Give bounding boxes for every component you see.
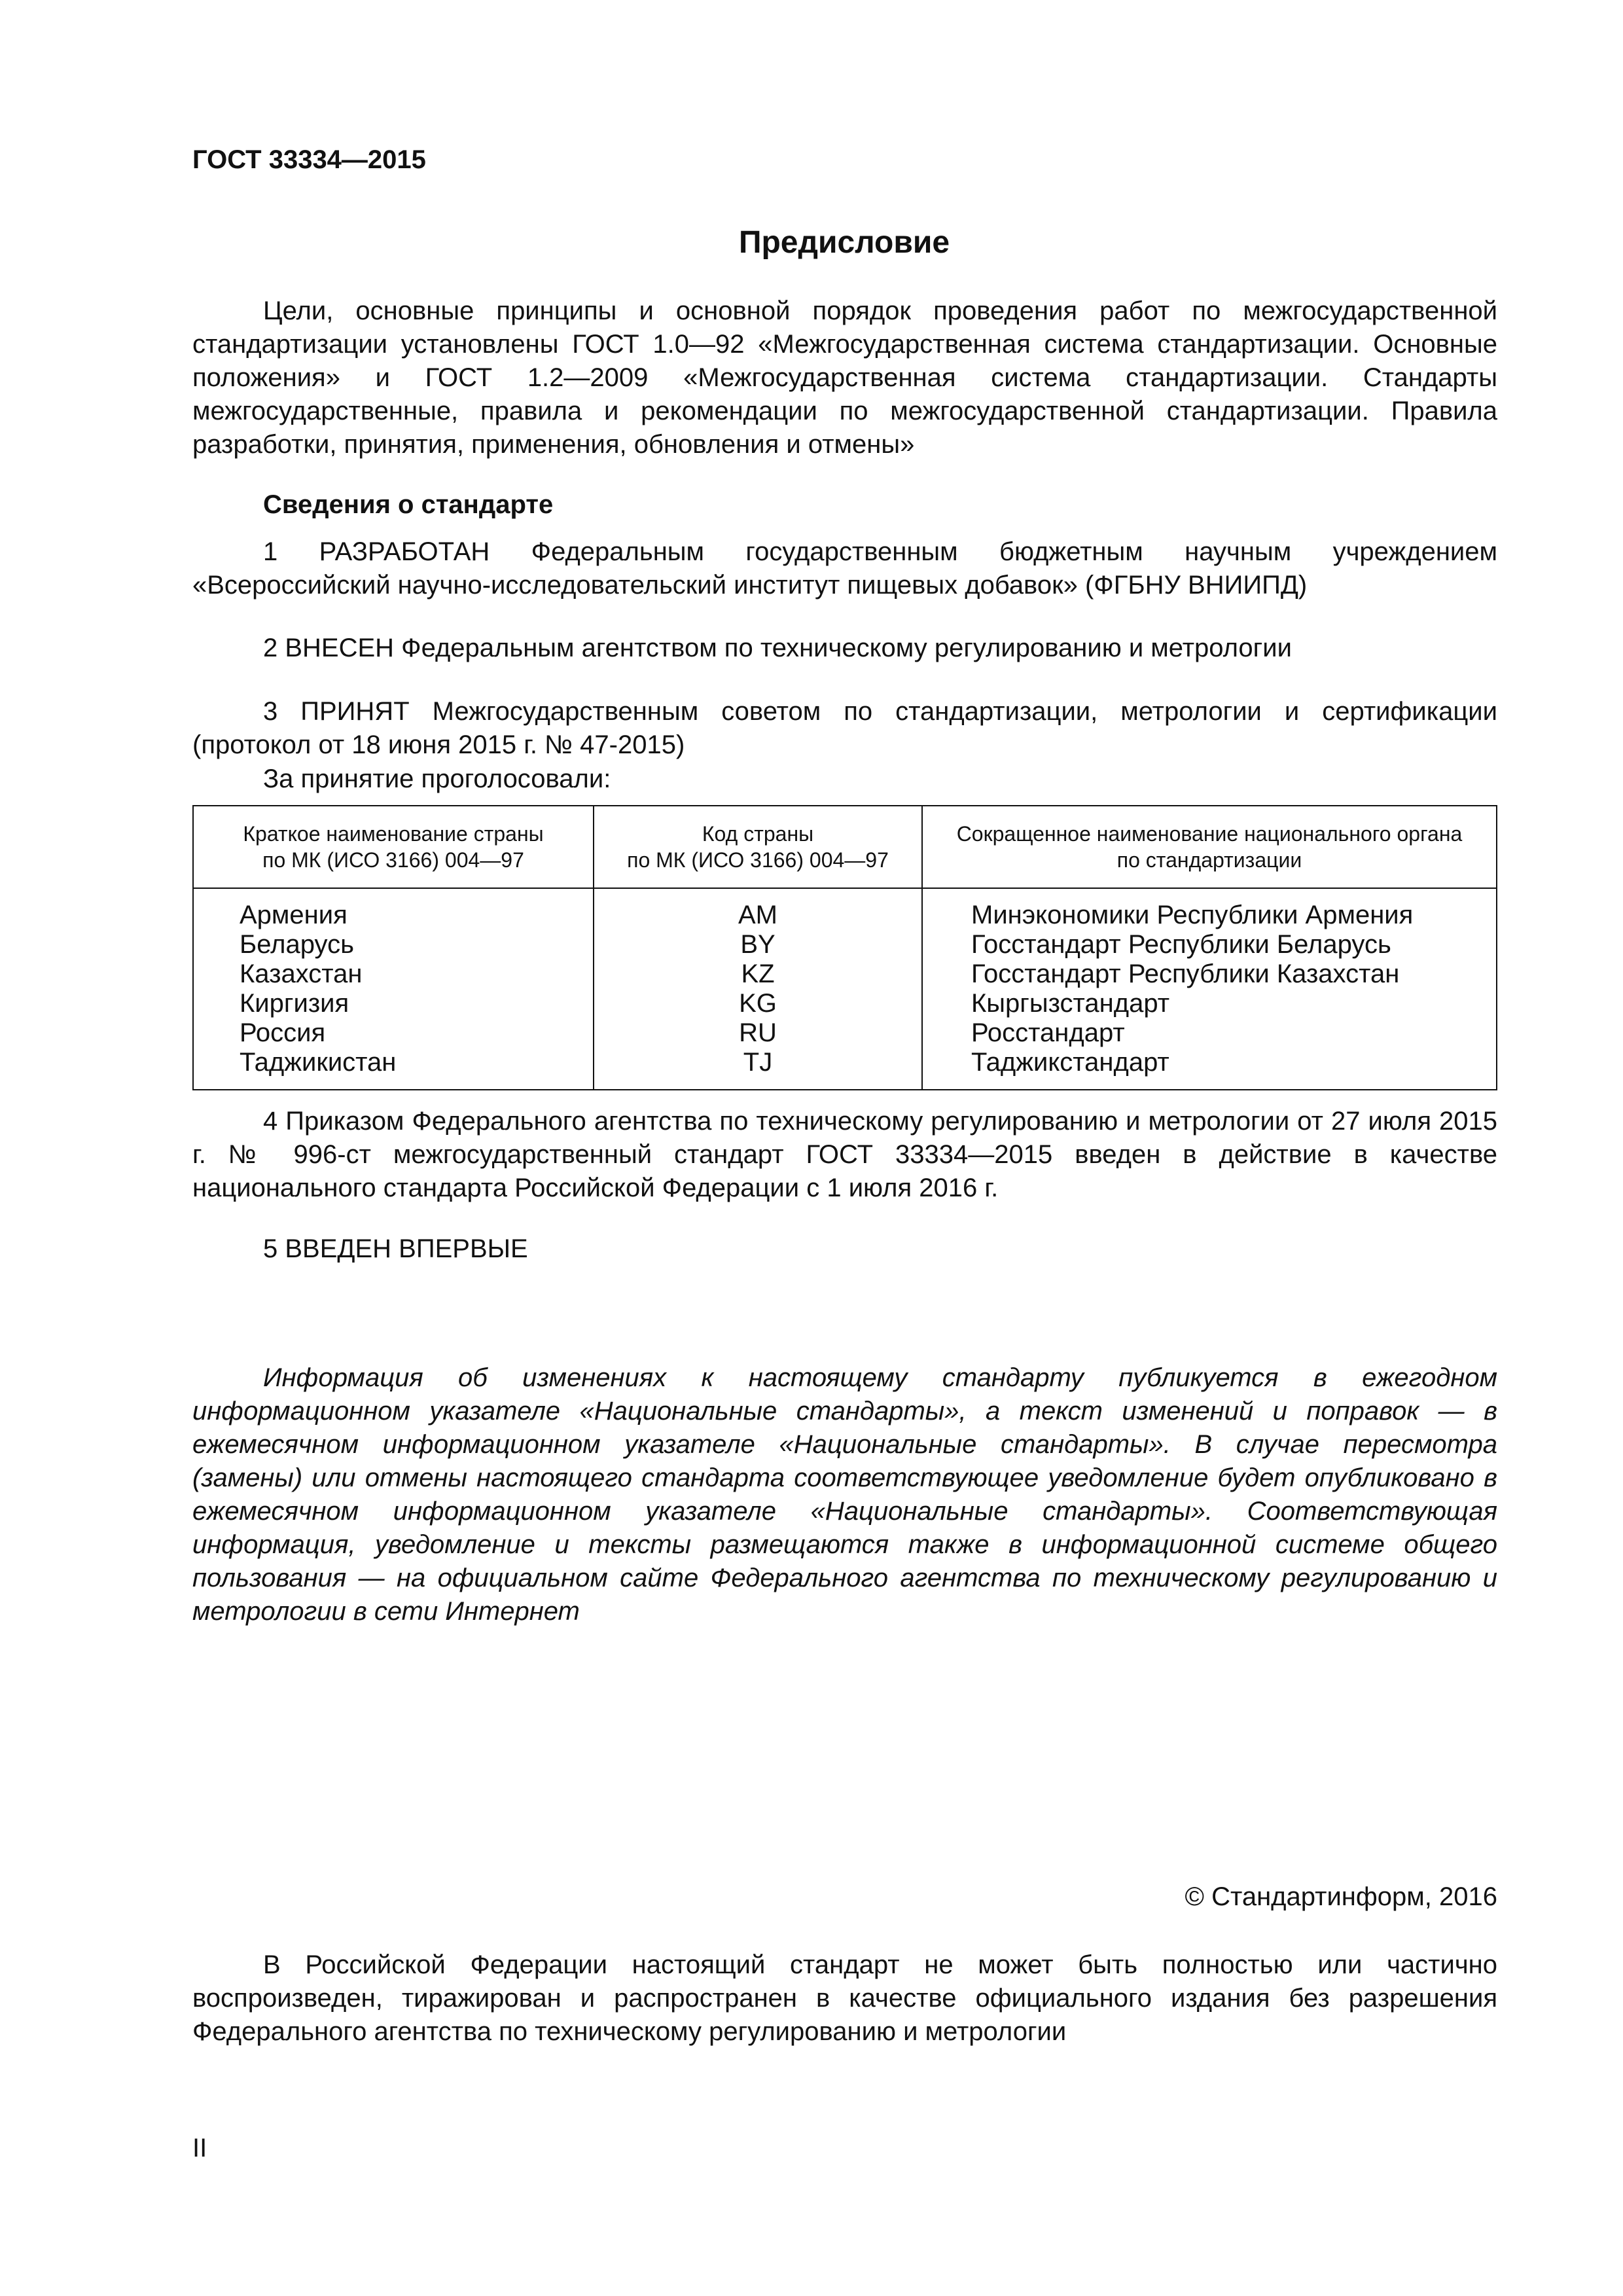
national-body-cell: Минэкономики Республики Армения	[922, 888, 1497, 930]
copyright-line: © Стандартинформ, 2016	[1185, 1882, 1497, 1911]
table-header-row	[193, 806, 1497, 888]
header-line: по МК (ИСО 3166) 004—97	[262, 848, 524, 872]
document-header: ГОСТ 33334—2015	[192, 145, 426, 174]
country-name-cell: Армения	[193, 888, 594, 930]
country-name-cell: Казахстан	[193, 960, 594, 989]
item-1-paragraph: 1 РАЗРАБОТАН Федеральным государственным бюджетным научным учреждением «Всероссийский научно-исследовательский институт пищевых добавок» (ФГБНУ ВНИИПД)	[192, 537, 1497, 600]
national-body-cell: Росстандарт	[922, 1018, 1497, 1048]
country-name-cell: Таджикистан	[193, 1048, 594, 1090]
header-national-body	[922, 806, 1497, 888]
table-row	[193, 1018, 1497, 1048]
country-name-cell: Киргизия	[193, 989, 594, 1018]
reproduction-notice: В Российской Федерации настоящий стандарт не может быть полностью или частично воспроизведен, тиражирован и распространен в качестве официального издания без разрешения Федерального агентства по техническому регулированию и метрологии	[192, 1950, 1497, 2046]
table-row	[193, 888, 1497, 930]
page-title: Предисловие	[738, 225, 950, 260]
voting-table	[192, 805, 1497, 1090]
item-4-paragraph: 4 Приказом Федерального агентства по техническому регулированию и метрологии от 27 июля 2015 г. № 996-ст межгосударственный стандарт ГОСТ 33334—2015 введен в действие в качестве национального стандарта Российской Федерации с 1 июля 2016 г.	[192, 1107, 1497, 1202]
national-body-cell: Кыргызстандарт	[922, 989, 1497, 1018]
changes-notice: Информация об изменениях к настоящему стандарту публикуется в ежегодном информационном указателе «Национальные стандарты», а текст изменений и поправок — в ежемесячном информационном указателе «Национальные стандарты». В случае пересмотра (замены) или отмены настоящего стандарта соответствующее уведомление будет опубликовано в ежемесячном информационном указателе «Национальные стандарты». Соответствующая информация, уведомление и тексты размещаются также в информационной системе общего пользования — на официальном сайте Федерального агентства по техническому регулированию и метрологии в сети Интернет	[192, 1363, 1497, 1626]
country-name-cell: Беларусь	[193, 930, 594, 960]
table-row	[193, 960, 1497, 989]
national-body-cell: Таджикстандарт	[922, 1048, 1497, 1090]
country-name-cell: Россия	[193, 1018, 594, 1048]
national-body-cell: Госстандарт Республики Казахстан	[922, 960, 1497, 989]
header-line: по МК (ИСО 3166) 004—97	[627, 848, 889, 872]
header-line: по стандартизации	[1116, 848, 1302, 872]
country-code-cell: RU	[594, 1018, 922, 1048]
national-body-cell: Госстандарт Республики Беларусь	[922, 930, 1497, 960]
page-number: II	[192, 2134, 207, 2162]
header-line: Сокращенное наименование национального органа	[956, 822, 1463, 846]
country-code-cell: BY	[594, 930, 922, 960]
country-code-cell: KG	[594, 989, 922, 1018]
intro-paragraph: Цели, основные принципы и основной порядок проведения работ по межгосударственной стандартизации установлены ГОСТ 1.0—92 «Межгосударственная система стандартизации. Основные положения» и ГОСТ 1.2—2009 «Межгосударственная система стандартизации. Стандарты межгосударственные, правила и рекомендации по межгосударственной стандартизации. Правила разработки, принятия, применения, обновления и отмены»	[192, 296, 1497, 459]
header-line: Код страны	[702, 822, 814, 846]
item-2-paragraph: 2 ВНЕСЕН Федеральным агентством по техническому регулированию и метрологии	[263, 634, 1292, 662]
country-code-cell: TJ	[594, 1048, 922, 1090]
info-heading: Сведения о стандарте	[263, 490, 554, 519]
country-code-cell: AM	[594, 888, 922, 930]
table-row	[193, 1048, 1497, 1090]
item-3-paragraph: 3 ПРИНЯТ Межгосударственным советом по стандартизации, метрологии и сертификации (протокол от 18 июня 2015 г. № 47-2015)	[192, 697, 1497, 759]
table-row	[193, 930, 1497, 960]
country-code-cell: KZ	[594, 960, 922, 989]
header-line: Краткое наименование страны	[243, 822, 544, 846]
header-country-code	[594, 806, 922, 888]
header-country-name	[193, 806, 594, 888]
table-row	[193, 989, 1497, 1018]
item-5-paragraph: 5 ВВЕДЕН ВПЕРВЫЕ	[263, 1234, 528, 1263]
voted-label: За принятие проголосовали:	[263, 764, 611, 793]
